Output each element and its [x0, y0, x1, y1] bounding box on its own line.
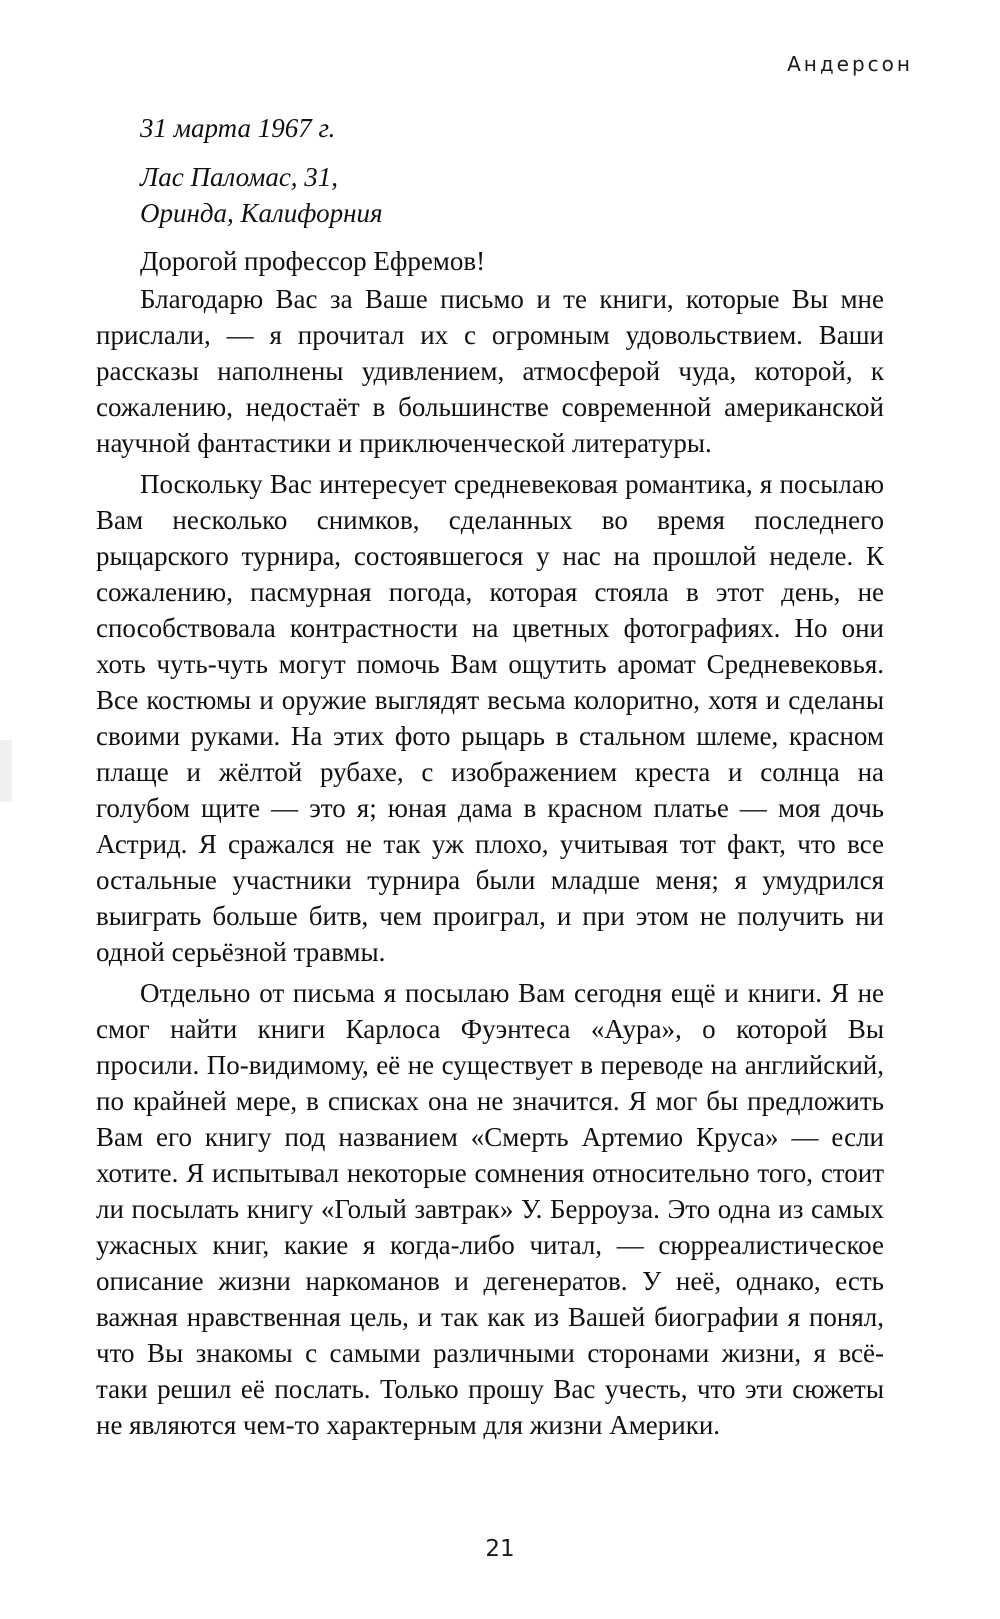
paragraph: Поскольку Вас интересует средневековая романтика, я посылаю Вам несколько снимков, сделанных во время последнего рыцарского турнира, состоявшегося у нас на прошлой неделе. К сожалению, пасмурная погода, которая стояла в этот день, не способствовала контрастности на цветных фотографиях. Но они хоть чуть-чуть могут помочь Вам ощутить аромат Средневековья. Все костюмы и оружие выглядят весьма колоритно, хотя и сделаны своими руками. На этих фото рыцарь в стальном шлеме, красном плаще и жёлтой рубахе, с изображением креста и солнца на голубом щите — это я; юная дама в красном платье — моя дочь Астрид. Я сражался не так уж плохо, учитывая тот факт, что все остальные участники турнира были младше меня; я умудрился выиграть больше битв, чем проиграл, и при этом не получить ни одной серьёзной травмы.: [96, 469, 884, 967]
paragraph: Отдельно от письма я посылаю Вам сегодня ещё и книги. Я не смог найти книги Карлоса Фуэнтеса «Аура», о которой Вы просили. По-видимому, её не существует в переводе на английский, по крайней мере, в списках она не значится. Я мог бы предложить Вам его книгу под названием «Смерть Артемио Круса» — если хотите. Я испытывал некоторые сомнения относительно того, стоит ли посылать книгу «Голый завтрак» У. Берроуза. Это одна из самых ужасных книг, какие я когда-либо читал, — сюрреалистическое описание жизни наркоманов и дегенератов. У неё, однако, есть важная нравственная цель, и так как из Вашей биографии я понял, что Вы знакомы с самыми различными сторонами жизни, я всё-таки решил её послать. Только прошу Вас учесть, что эти сюжеты не являются чем-то характерным для жизни Америки.: [96, 978, 884, 1440]
letter-body: [96, 110, 884, 1443]
address-line: Оринда, Калифорния: [140, 198, 383, 228]
paragraph: Благодарю Вас за Ваше письмо и те книги, которые Вы мне прислали, — я прочитал их с огромным удовольствием. Ваши рассказы наполнены удивлением, атмосферой чуда, которой, к сожалению, недостаёт в большинстве современной американской научной фантастики и приключенческой литературы.: [96, 284, 884, 458]
letter-date: 31 марта 1967 г.: [140, 113, 336, 143]
running-title: Андерсон: [787, 52, 913, 76]
address-line: Лас Паломас, 31,: [140, 162, 339, 192]
letter-greeting: Дорогой профессор Ефремов!: [140, 246, 486, 276]
page-number: 21: [485, 1536, 515, 1562]
letter-address: [140, 159, 884, 231]
scan-edge-mark: [0, 740, 12, 802]
